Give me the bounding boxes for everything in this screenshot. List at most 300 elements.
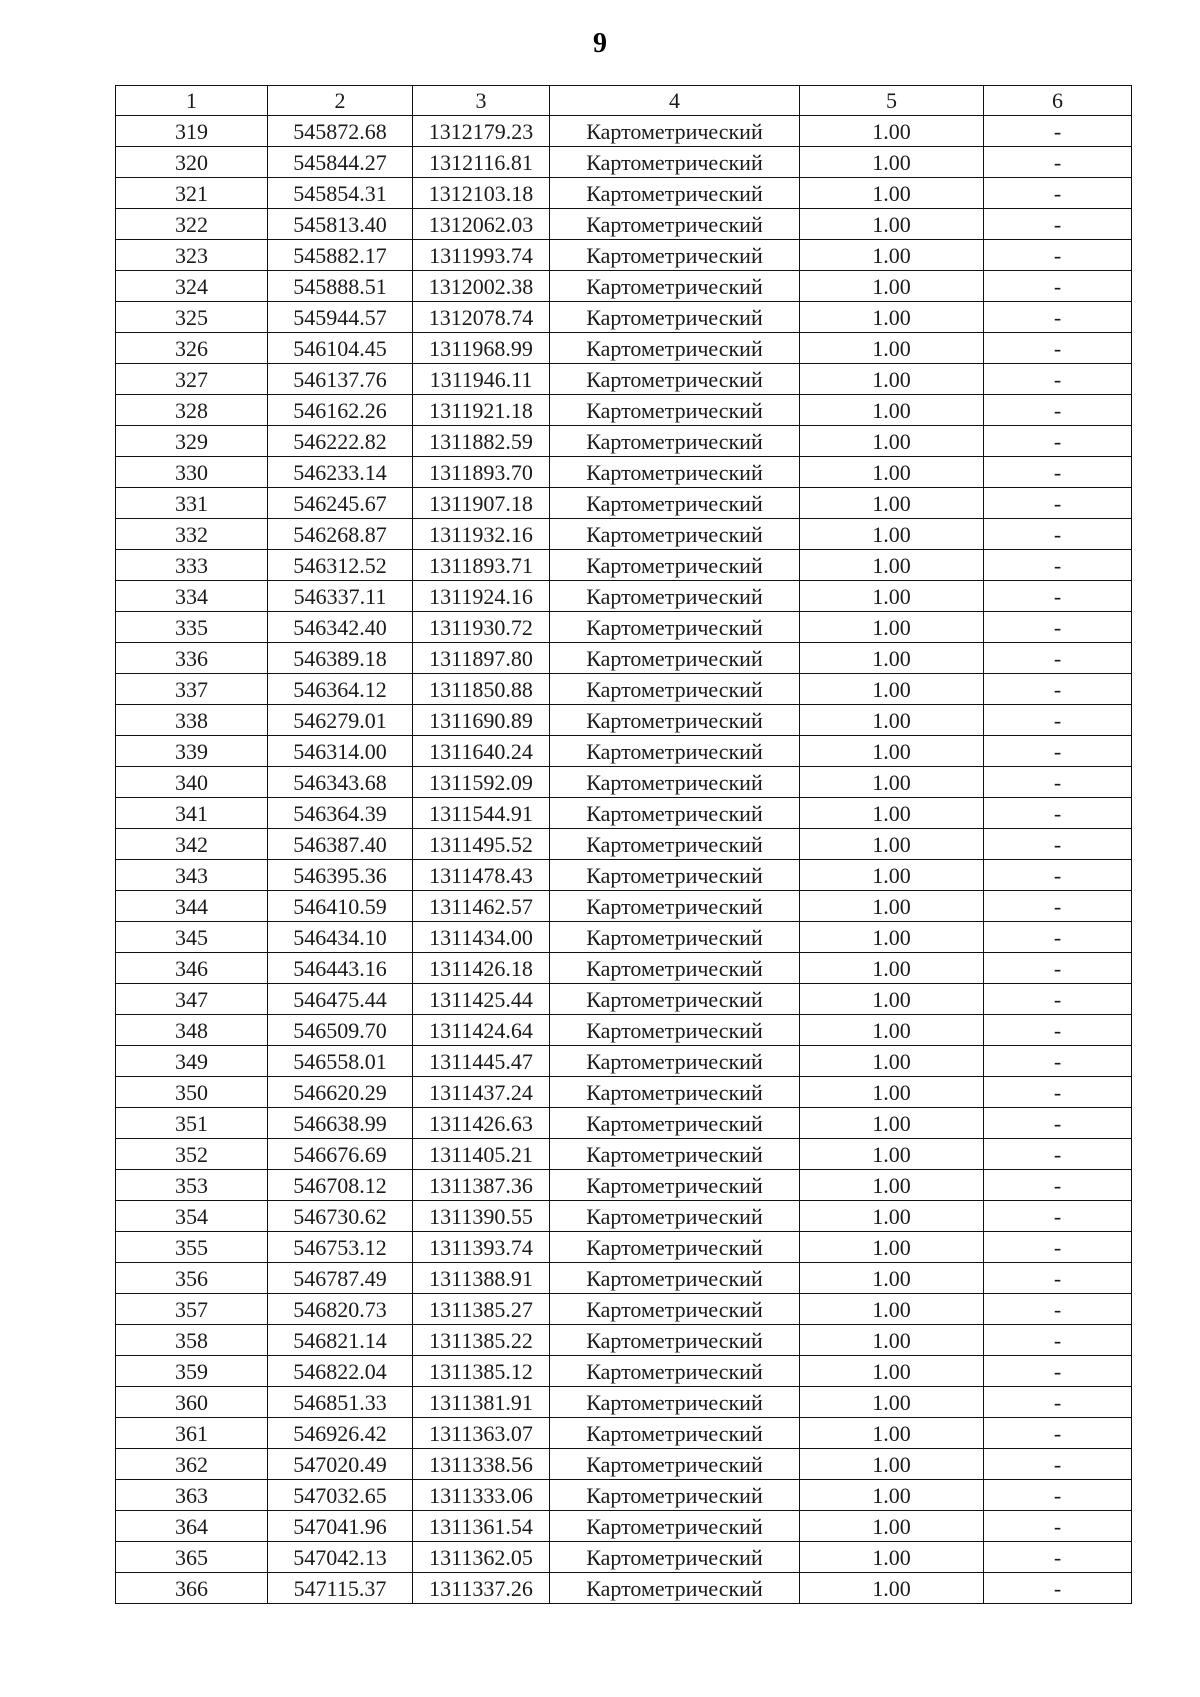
method-cell: Картометрический — [550, 1108, 800, 1139]
y-coordinate-cell: 1311361.54 — [413, 1511, 550, 1542]
method-cell: Картометрический — [550, 1573, 800, 1604]
accuracy-cell: 1.00 — [800, 705, 984, 736]
table-row — [116, 891, 1132, 922]
method-cell: Картометрический — [550, 1046, 800, 1077]
y-coordinate-cell: 1311993.74 — [413, 240, 550, 271]
description-cell: - — [984, 705, 1132, 736]
x-coordinate-cell: 546443.16 — [268, 953, 413, 984]
description-cell: - — [984, 736, 1132, 767]
x-coordinate-cell: 546245.67 — [268, 488, 413, 519]
method-cell: Картометрический — [550, 116, 800, 147]
description-cell: - — [984, 395, 1132, 426]
y-coordinate-cell: 1311930.72 — [413, 612, 550, 643]
table-row — [116, 333, 1132, 364]
description-cell: - — [984, 457, 1132, 488]
accuracy-cell: 1.00 — [800, 674, 984, 705]
method-cell: Картометрический — [550, 550, 800, 581]
method-cell: Картометрический — [550, 1263, 800, 1294]
accuracy-cell: 1.00 — [800, 798, 984, 829]
table-row — [116, 1387, 1132, 1418]
point-number-cell: 326 — [116, 333, 268, 364]
method-cell: Картометрический — [550, 364, 800, 395]
y-coordinate-cell: 1311337.26 — [413, 1573, 550, 1604]
accuracy-cell: 1.00 — [800, 1387, 984, 1418]
x-coordinate-cell: 546337.11 — [268, 581, 413, 612]
point-number-cell: 348 — [116, 1015, 268, 1046]
table-row — [116, 1418, 1132, 1449]
table-row — [116, 1139, 1132, 1170]
accuracy-cell: 1.00 — [800, 1077, 984, 1108]
point-number-cell: 361 — [116, 1418, 268, 1449]
description-cell: - — [984, 953, 1132, 984]
description-cell: - — [984, 1139, 1132, 1170]
accuracy-cell: 1.00 — [800, 1356, 984, 1387]
method-cell: Картометрический — [550, 1015, 800, 1046]
method-cell: Картометрический — [550, 271, 800, 302]
accuracy-cell: 1.00 — [800, 550, 984, 581]
y-coordinate-cell: 1311390.55 — [413, 1201, 550, 1232]
description-cell: - — [984, 209, 1132, 240]
method-cell: Картометрический — [550, 736, 800, 767]
x-coordinate-cell: 546364.12 — [268, 674, 413, 705]
description-cell: - — [984, 1573, 1132, 1604]
accuracy-cell: 1.00 — [800, 426, 984, 457]
accuracy-cell: 1.00 — [800, 209, 984, 240]
x-coordinate-cell: 546364.39 — [268, 798, 413, 829]
accuracy-cell: 1.00 — [800, 457, 984, 488]
accuracy-cell: 1.00 — [800, 1325, 984, 1356]
method-cell: Картометрический — [550, 426, 800, 457]
table-row — [116, 1356, 1132, 1387]
point-number-cell: 332 — [116, 519, 268, 550]
y-coordinate-cell: 1311932.16 — [413, 519, 550, 550]
method-cell: Картометрический — [550, 767, 800, 798]
description-cell: - — [984, 1449, 1132, 1480]
y-coordinate-cell: 1311381.91 — [413, 1387, 550, 1418]
x-coordinate-cell: 546312.52 — [268, 550, 413, 581]
description-cell: - — [984, 333, 1132, 364]
method-cell: Картометрический — [550, 829, 800, 860]
description-cell: - — [984, 1108, 1132, 1139]
method-cell: Картометрический — [550, 240, 800, 271]
method-cell: Картометрический — [550, 209, 800, 240]
point-number-cell: 355 — [116, 1232, 268, 1263]
description-cell: - — [984, 1511, 1132, 1542]
accuracy-cell: 1.00 — [800, 240, 984, 271]
method-cell: Картометрический — [550, 1201, 800, 1232]
point-number-cell: 343 — [116, 860, 268, 891]
table-header-row — [116, 86, 1132, 116]
x-coordinate-cell: 546268.87 — [268, 519, 413, 550]
x-coordinate-cell: 546410.59 — [268, 891, 413, 922]
x-coordinate-cell: 547115.37 — [268, 1573, 413, 1604]
point-number-cell: 354 — [116, 1201, 268, 1232]
x-coordinate-cell: 545944.57 — [268, 302, 413, 333]
y-coordinate-cell: 1311405.21 — [413, 1139, 550, 1170]
method-cell: Картометрический — [550, 891, 800, 922]
table-row — [116, 519, 1132, 550]
table-row — [116, 953, 1132, 984]
accuracy-cell: 1.00 — [800, 767, 984, 798]
accuracy-cell: 1.00 — [800, 271, 984, 302]
table-row — [116, 860, 1132, 891]
point-number-cell: 362 — [116, 1449, 268, 1480]
accuracy-cell: 1.00 — [800, 1046, 984, 1077]
point-number-cell: 335 — [116, 612, 268, 643]
accuracy-cell: 1.00 — [800, 1480, 984, 1511]
accuracy-cell: 1.00 — [800, 860, 984, 891]
column-header: 6 — [984, 86, 1132, 116]
x-coordinate-cell: 546395.36 — [268, 860, 413, 891]
description-cell: - — [984, 1201, 1132, 1232]
table-row — [116, 1325, 1132, 1356]
description-cell: - — [984, 240, 1132, 271]
point-number-cell: 352 — [116, 1139, 268, 1170]
table-row — [116, 1573, 1132, 1604]
x-coordinate-cell: 546851.33 — [268, 1387, 413, 1418]
description-cell: - — [984, 798, 1132, 829]
point-number-cell: 334 — [116, 581, 268, 612]
method-cell: Картометрический — [550, 612, 800, 643]
y-coordinate-cell: 1311495.52 — [413, 829, 550, 860]
x-coordinate-cell: 545882.17 — [268, 240, 413, 271]
y-coordinate-cell: 1311437.24 — [413, 1077, 550, 1108]
accuracy-cell: 1.00 — [800, 1449, 984, 1480]
point-number-cell: 336 — [116, 643, 268, 674]
accuracy-cell: 1.00 — [800, 333, 984, 364]
table-row — [116, 147, 1132, 178]
accuracy-cell: 1.00 — [800, 581, 984, 612]
table-row — [116, 1511, 1132, 1542]
y-coordinate-cell: 1311640.24 — [413, 736, 550, 767]
method-cell: Картометрический — [550, 1170, 800, 1201]
description-cell: - — [984, 178, 1132, 209]
method-cell: Картометрический — [550, 302, 800, 333]
point-number-cell: 328 — [116, 395, 268, 426]
point-number-cell: 347 — [116, 984, 268, 1015]
x-coordinate-cell: 546558.01 — [268, 1046, 413, 1077]
x-coordinate-cell: 547042.13 — [268, 1542, 413, 1573]
description-cell: - — [984, 1480, 1132, 1511]
description-cell: - — [984, 643, 1132, 674]
accuracy-cell: 1.00 — [800, 1542, 984, 1573]
y-coordinate-cell: 1311690.89 — [413, 705, 550, 736]
y-coordinate-cell: 1311850.88 — [413, 674, 550, 705]
page-number: 9 — [593, 28, 607, 59]
accuracy-cell: 1.00 — [800, 1232, 984, 1263]
accuracy-cell: 1.00 — [800, 1418, 984, 1449]
column-header: 4 — [550, 86, 800, 116]
point-number-cell: 333 — [116, 550, 268, 581]
method-cell: Картометрический — [550, 1542, 800, 1573]
x-coordinate-cell: 546104.45 — [268, 333, 413, 364]
y-coordinate-cell: 1311426.18 — [413, 953, 550, 984]
table-row — [116, 736, 1132, 767]
accuracy-cell: 1.00 — [800, 1511, 984, 1542]
y-coordinate-cell: 1311946.11 — [413, 364, 550, 395]
description-cell: - — [984, 612, 1132, 643]
x-coordinate-cell: 546233.14 — [268, 457, 413, 488]
coordinates-table — [115, 85, 1132, 1604]
description-cell: - — [984, 891, 1132, 922]
x-coordinate-cell: 546620.29 — [268, 1077, 413, 1108]
table-row — [116, 302, 1132, 333]
x-coordinate-cell: 547041.96 — [268, 1511, 413, 1542]
accuracy-cell: 1.00 — [800, 953, 984, 984]
accuracy-cell: 1.00 — [800, 488, 984, 519]
column-header: 3 — [413, 86, 550, 116]
accuracy-cell: 1.00 — [800, 922, 984, 953]
x-coordinate-cell: 546821.14 — [268, 1325, 413, 1356]
description-cell: - — [984, 364, 1132, 395]
y-coordinate-cell: 1311333.06 — [413, 1480, 550, 1511]
y-coordinate-cell: 1311478.43 — [413, 860, 550, 891]
y-coordinate-cell: 1311592.09 — [413, 767, 550, 798]
y-coordinate-cell: 1311968.99 — [413, 333, 550, 364]
table-row — [116, 1108, 1132, 1139]
x-coordinate-cell: 545844.27 — [268, 147, 413, 178]
x-coordinate-cell: 546342.40 — [268, 612, 413, 643]
table-row — [116, 1542, 1132, 1573]
x-coordinate-cell: 546676.69 — [268, 1139, 413, 1170]
table-row — [116, 581, 1132, 612]
y-coordinate-cell: 1311882.59 — [413, 426, 550, 457]
point-number-cell: 366 — [116, 1573, 268, 1604]
point-number-cell: 353 — [116, 1170, 268, 1201]
description-cell: - — [984, 829, 1132, 860]
method-cell: Картометрический — [550, 1511, 800, 1542]
y-coordinate-cell: 1311445.47 — [413, 1046, 550, 1077]
description-cell: - — [984, 1542, 1132, 1573]
method-cell: Картометрический — [550, 705, 800, 736]
column-header: 2 — [268, 86, 413, 116]
table-row — [116, 767, 1132, 798]
method-cell: Картометрический — [550, 395, 800, 426]
accuracy-cell: 1.00 — [800, 643, 984, 674]
y-coordinate-cell: 1311425.44 — [413, 984, 550, 1015]
accuracy-cell: 1.00 — [800, 1139, 984, 1170]
point-number-cell: 327 — [116, 364, 268, 395]
x-coordinate-cell: 547032.65 — [268, 1480, 413, 1511]
table-row — [116, 984, 1132, 1015]
accuracy-cell: 1.00 — [800, 519, 984, 550]
description-cell: - — [984, 860, 1132, 891]
x-coordinate-cell: 545854.31 — [268, 178, 413, 209]
table-row — [116, 240, 1132, 271]
table-row — [116, 1077, 1132, 1108]
point-number-cell: 356 — [116, 1263, 268, 1294]
table-row — [116, 1232, 1132, 1263]
accuracy-cell: 1.00 — [800, 1294, 984, 1325]
description-cell: - — [984, 984, 1132, 1015]
method-cell: Картометрический — [550, 798, 800, 829]
point-number-cell: 344 — [116, 891, 268, 922]
y-coordinate-cell: 1311921.18 — [413, 395, 550, 426]
description-cell: - — [984, 271, 1132, 302]
y-coordinate-cell: 1311385.12 — [413, 1356, 550, 1387]
point-number-cell: 323 — [116, 240, 268, 271]
table-body — [116, 116, 1132, 1604]
x-coordinate-cell: 546926.42 — [268, 1418, 413, 1449]
description-cell: - — [984, 922, 1132, 953]
point-number-cell: 350 — [116, 1077, 268, 1108]
table-row — [116, 674, 1132, 705]
x-coordinate-cell: 546434.10 — [268, 922, 413, 953]
table-row — [116, 271, 1132, 302]
y-coordinate-cell: 1311893.70 — [413, 457, 550, 488]
method-cell: Картометрический — [550, 519, 800, 550]
point-number-cell: 325 — [116, 302, 268, 333]
accuracy-cell: 1.00 — [800, 829, 984, 860]
y-coordinate-cell: 1311338.56 — [413, 1449, 550, 1480]
x-coordinate-cell: 546387.40 — [268, 829, 413, 860]
method-cell: Картометрический — [550, 1480, 800, 1511]
column-header: 1 — [116, 86, 268, 116]
x-coordinate-cell: 546343.68 — [268, 767, 413, 798]
description-cell: - — [984, 147, 1132, 178]
description-cell: - — [984, 550, 1132, 581]
y-coordinate-cell: 1312002.38 — [413, 271, 550, 302]
point-number-cell: 330 — [116, 457, 268, 488]
method-cell: Картометрический — [550, 333, 800, 364]
description-cell: - — [984, 1294, 1132, 1325]
accuracy-cell: 1.00 — [800, 1263, 984, 1294]
y-coordinate-cell: 1312078.74 — [413, 302, 550, 333]
description-cell: - — [984, 488, 1132, 519]
y-coordinate-cell: 1311544.91 — [413, 798, 550, 829]
table-row — [116, 1480, 1132, 1511]
y-coordinate-cell: 1312103.18 — [413, 178, 550, 209]
table-row — [116, 922, 1132, 953]
y-coordinate-cell: 1311385.22 — [413, 1325, 550, 1356]
method-cell: Картометрический — [550, 860, 800, 891]
description-cell: - — [984, 1356, 1132, 1387]
x-coordinate-cell: 546822.04 — [268, 1356, 413, 1387]
x-coordinate-cell: 546820.73 — [268, 1294, 413, 1325]
x-coordinate-cell: 545813.40 — [268, 209, 413, 240]
y-coordinate-cell: 1311434.00 — [413, 922, 550, 953]
table-row — [116, 550, 1132, 581]
accuracy-cell: 1.00 — [800, 1108, 984, 1139]
accuracy-cell: 1.00 — [800, 1015, 984, 1046]
point-number-cell: 321 — [116, 178, 268, 209]
description-cell: - — [984, 426, 1132, 457]
description-cell: - — [984, 116, 1132, 147]
x-coordinate-cell: 546475.44 — [268, 984, 413, 1015]
point-number-cell: 363 — [116, 1480, 268, 1511]
method-cell: Картометрический — [550, 643, 800, 674]
point-number-cell: 322 — [116, 209, 268, 240]
point-number-cell: 338 — [116, 705, 268, 736]
y-coordinate-cell: 1311897.80 — [413, 643, 550, 674]
x-coordinate-cell: 546279.01 — [268, 705, 413, 736]
method-cell: Картометрический — [550, 953, 800, 984]
y-coordinate-cell: 1311387.36 — [413, 1170, 550, 1201]
method-cell: Картометрический — [550, 1356, 800, 1387]
x-coordinate-cell: 546753.12 — [268, 1232, 413, 1263]
table-row — [116, 488, 1132, 519]
description-cell: - — [984, 1170, 1132, 1201]
description-cell: - — [984, 1325, 1132, 1356]
point-number-cell: 359 — [116, 1356, 268, 1387]
accuracy-cell: 1.00 — [800, 1201, 984, 1232]
method-cell: Картометрический — [550, 581, 800, 612]
accuracy-cell: 1.00 — [800, 984, 984, 1015]
y-coordinate-cell: 1311893.71 — [413, 550, 550, 581]
table-row — [116, 798, 1132, 829]
point-number-cell: 346 — [116, 953, 268, 984]
x-coordinate-cell: 546730.62 — [268, 1201, 413, 1232]
point-number-cell: 329 — [116, 426, 268, 457]
x-coordinate-cell: 546137.76 — [268, 364, 413, 395]
method-cell: Картометрический — [550, 984, 800, 1015]
table-row — [116, 209, 1132, 240]
point-number-cell: 337 — [116, 674, 268, 705]
method-cell: Картометрический — [550, 1077, 800, 1108]
method-cell: Картометрический — [550, 1418, 800, 1449]
point-number-cell: 339 — [116, 736, 268, 767]
accuracy-cell: 1.00 — [800, 178, 984, 209]
description-cell: - — [984, 302, 1132, 333]
point-number-cell: 365 — [116, 1542, 268, 1573]
x-coordinate-cell: 546708.12 — [268, 1170, 413, 1201]
point-number-cell: 341 — [116, 798, 268, 829]
accuracy-cell: 1.00 — [800, 612, 984, 643]
point-number-cell: 357 — [116, 1294, 268, 1325]
point-number-cell: 360 — [116, 1387, 268, 1418]
point-number-cell: 358 — [116, 1325, 268, 1356]
y-coordinate-cell: 1311924.16 — [413, 581, 550, 612]
table-row — [116, 1170, 1132, 1201]
point-number-cell: 342 — [116, 829, 268, 860]
x-coordinate-cell: 545888.51 — [268, 271, 413, 302]
accuracy-cell: 1.00 — [800, 891, 984, 922]
table-row — [116, 643, 1132, 674]
description-cell: - — [984, 1046, 1132, 1077]
x-coordinate-cell: 546509.70 — [268, 1015, 413, 1046]
table-row — [116, 364, 1132, 395]
method-cell: Картометрический — [550, 1449, 800, 1480]
point-number-cell: 331 — [116, 488, 268, 519]
table-row — [116, 1294, 1132, 1325]
accuracy-cell: 1.00 — [800, 116, 984, 147]
point-number-cell: 364 — [116, 1511, 268, 1542]
y-coordinate-cell: 1311385.27 — [413, 1294, 550, 1325]
description-cell: - — [984, 1232, 1132, 1263]
description-cell: - — [984, 1387, 1132, 1418]
x-coordinate-cell: 546787.49 — [268, 1263, 413, 1294]
table-row — [116, 829, 1132, 860]
method-cell: Картометрический — [550, 1139, 800, 1170]
accuracy-cell: 1.00 — [800, 1573, 984, 1604]
x-coordinate-cell: 547020.49 — [268, 1449, 413, 1480]
y-coordinate-cell: 1311907.18 — [413, 488, 550, 519]
accuracy-cell: 1.00 — [800, 395, 984, 426]
method-cell: Картометрический — [550, 147, 800, 178]
description-cell: - — [984, 1015, 1132, 1046]
y-coordinate-cell: 1311362.05 — [413, 1542, 550, 1573]
point-number-cell: 349 — [116, 1046, 268, 1077]
y-coordinate-cell: 1311462.57 — [413, 891, 550, 922]
point-number-cell: 324 — [116, 271, 268, 302]
description-cell: - — [984, 519, 1132, 550]
method-cell: Картометрический — [550, 178, 800, 209]
accuracy-cell: 1.00 — [800, 147, 984, 178]
point-number-cell: 340 — [116, 767, 268, 798]
point-number-cell: 319 — [116, 116, 268, 147]
method-cell: Картометрический — [550, 922, 800, 953]
table-row — [116, 1201, 1132, 1232]
